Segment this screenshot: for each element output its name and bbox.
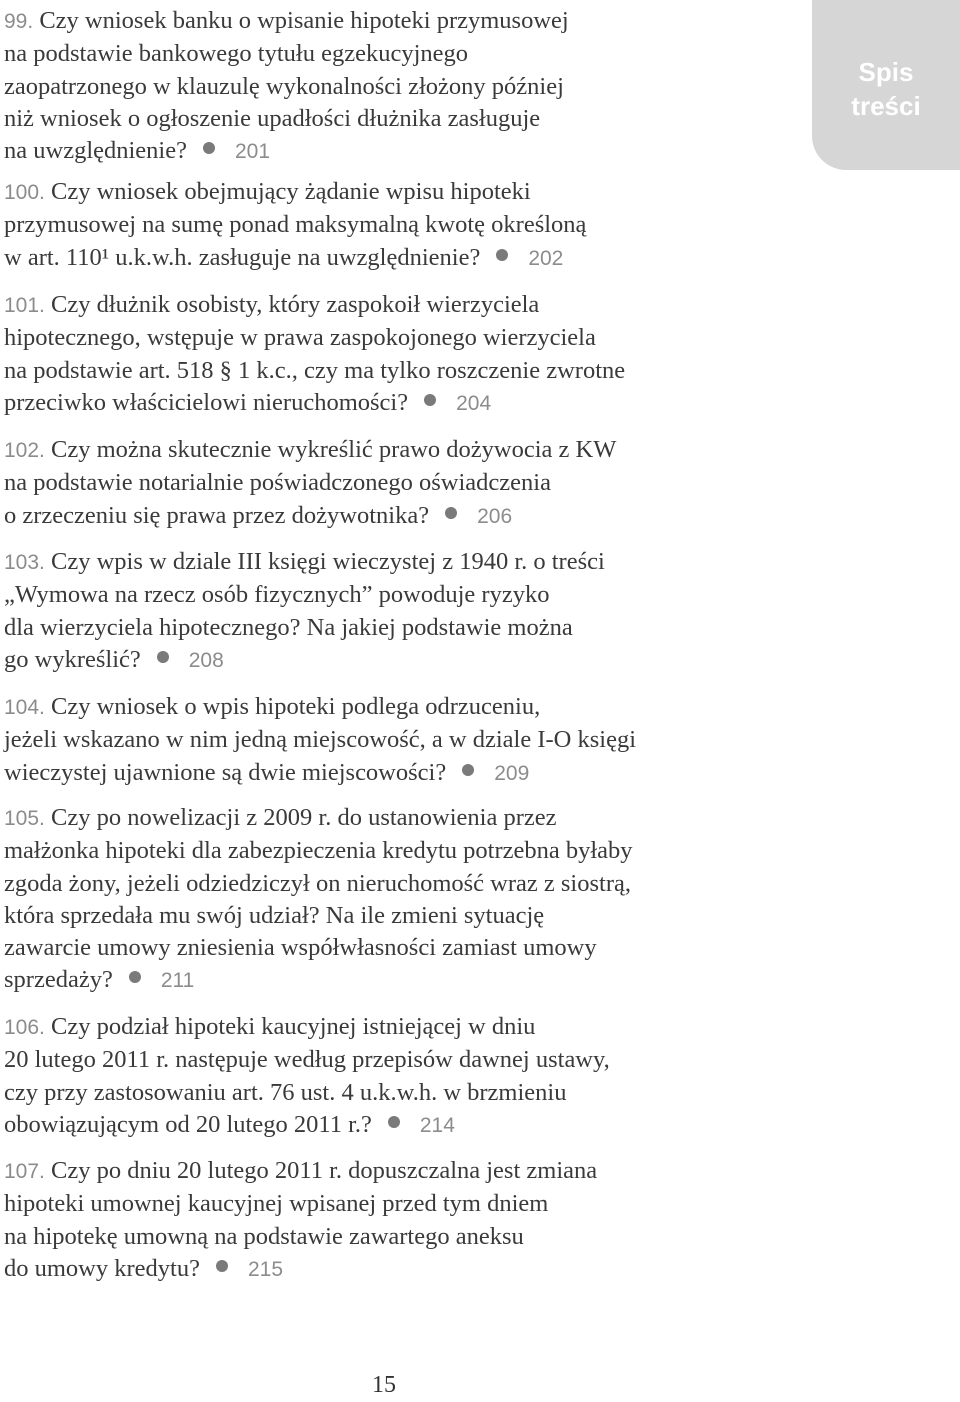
bullet-dot-icon (216, 1260, 228, 1272)
question-item (4, 546, 804, 677)
page-reference-link[interactable]: 211 (160, 969, 195, 993)
page-reference-link[interactable]: 208 (188, 648, 224, 672)
page-reference-link[interactable]: 204 (456, 391, 492, 415)
question-item (4, 5, 804, 168)
question-text-line: Czy po nowelizacji z 2009 r. do ustanowienia przez (51, 804, 557, 831)
page-number: 15 (372, 1372, 396, 1398)
question-text-line: o zrzeczeniu się prawa przez dożywotnika? (4, 501, 430, 529)
page-reference-link[interactable]: 206 (477, 504, 513, 528)
bullet-dot-icon (203, 142, 215, 154)
question-number: 102. (4, 439, 45, 462)
question-item (4, 1155, 804, 1286)
question-text-line: jeżeli wskazano w nim jedną miejscowość, a w dziale I-O księgi (4, 726, 637, 754)
question-text-line: Czy wniosek o wpis hipoteki podlega odrzuceniu, (51, 693, 541, 720)
page-reference-link[interactable]: 202 (528, 246, 564, 270)
bullet-dot-icon (462, 764, 474, 776)
question-text-line: małżonka hipoteki dla zabezpieczenia kredytu potrzebna byłaby (4, 837, 633, 865)
question-text-line: wieczystej ujawnione są dwie miejscowości? (4, 758, 447, 786)
table-of-contents-tab[interactable] (812, 0, 960, 170)
question-text-line: go wykreślić? (4, 645, 141, 673)
question-text-line: na podstawie notarialnie poświadczonego oświadczenia (4, 469, 551, 497)
question-text-line: do umowy kredytu? (4, 1254, 200, 1282)
page-reference-link[interactable]: 201 (234, 140, 271, 164)
question-number: 107. (4, 1160, 45, 1183)
question-text-line: hipotecznego, wstępuje w prawa zaspokojonego wierzyciela (4, 324, 596, 352)
question-text-line: Czy dłużnik osobisty, który zaspokoił wierzyciela (51, 291, 540, 318)
question-item (4, 434, 804, 533)
question-number: 100. (4, 181, 45, 204)
page-reference-link[interactable]: 209 (494, 761, 530, 785)
question-text-line: Czy wpis w dziale III księgi wieczystej z 1940 r. o treści (51, 548, 605, 575)
question-item (4, 176, 804, 275)
question-text-line: na podstawie bankowego tytułu egzekucyjnego (4, 40, 469, 68)
question-item (4, 289, 804, 420)
toc-tab-label-line2: treści (851, 91, 921, 121)
question-text-line: na uwzględnienie? (4, 137, 187, 165)
question-item (4, 1011, 804, 1142)
question-text-line: Czy podział hipoteki kaucyjnej istniejącej w dniu (51, 1013, 536, 1040)
question-text-line: Czy wniosek banku o wpisanie hipoteki przymusowej (39, 7, 569, 34)
question-text-line: obowiązującym od 20 lutego 2011 r.? (4, 1110, 372, 1138)
question-text-line: sprzedaży? (4, 966, 113, 994)
bullet-dot-icon (424, 394, 436, 406)
question-text-line: przeciwko właścicielowi nieruchomości? (4, 388, 409, 416)
toc-tab-label-line1: Spis (858, 57, 914, 87)
bullet-dot-icon (496, 249, 508, 261)
bullet-dot-icon (388, 1116, 400, 1128)
bullet-dot-icon (129, 971, 141, 983)
question-text-line: w art. 110¹ u.k.w.h. zasługuje na uwzględnienie? (4, 243, 481, 271)
bullet-dot-icon (157, 651, 169, 663)
question-text-line: Czy wniosek obejmujący żądanie wpisu hipoteki (51, 178, 531, 205)
question-text-line: dla wierzyciela hipotecznego? Na jakiej podstawie można (4, 613, 573, 641)
question-text-line: Czy po dniu 20 lutego 2011 r. dopuszczalna jest zmiana (51, 1157, 598, 1184)
question-text-line: na podstawie art. 518 § 1 k.c., czy ma tylko roszczenie zwrotne (4, 356, 626, 384)
bullet-dot-icon (445, 507, 457, 519)
question-item (4, 802, 804, 998)
question-number: 105. (4, 807, 45, 830)
question-text-line: zaopatrzonego w klauzulę wykonalności złożony później (4, 72, 564, 100)
question-text-line: 20 lutego 2011 r. następuje według przepisów dawnej ustawy, (4, 1046, 610, 1074)
question-text-line: na hipotekę umowną na podstawie zawartego aneksu (4, 1222, 524, 1250)
page-reference-link[interactable]: 215 (247, 1257, 284, 1281)
question-number: 99. (4, 10, 34, 33)
question-number: 103. (4, 551, 45, 574)
question-text-line: czy przy zastosowaniu art. 76 ust. 4 u.k.w.h. w brzmieniu (4, 1078, 567, 1106)
question-number: 104. (4, 696, 45, 719)
question-text-line: która sprzedała mu swój udział? Na ile zmieni sytuację (4, 901, 545, 929)
question-text-line: zgoda żony, jeżeli odziedziczył on nieruchomość wraz z siostrą, (4, 869, 631, 897)
question-text-line: Czy można skutecznie wykreślić prawo dożywocia z KW (51, 436, 617, 463)
question-text-line: przymusowej na sumę ponad maksymalną kwotę określoną (4, 211, 587, 239)
question-number: 106. (4, 1016, 45, 1039)
page-reference-link[interactable]: 214 (419, 1113, 455, 1137)
question-item (4, 691, 804, 790)
question-text-line: „Wymowa na rzecz osób fizycznych” powoduje ryzyko (4, 581, 550, 609)
question-number: 101. (4, 294, 45, 317)
question-text-line: zawarcie umowy zniesienia współwłasności zamiast umowy (4, 934, 597, 962)
question-text-line: hipoteki umownej kaucyjnej wpisanej przed tym dniem (4, 1190, 549, 1218)
question-text-line: niż wniosek o ogłoszenie upadłości dłużnika zasługuje (4, 104, 541, 132)
